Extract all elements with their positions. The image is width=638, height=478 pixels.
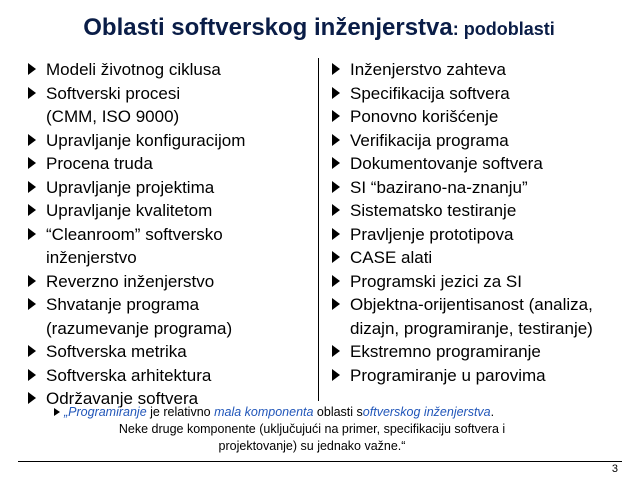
- bullet-arrow-icon: [28, 87, 36, 99]
- bullet-arrow-icon: [332, 134, 340, 146]
- left-item: [26, 270, 310, 294]
- bullet-arrow-icon: [28, 275, 36, 287]
- bullet-arrow-icon: [28, 157, 36, 169]
- right-item: [330, 270, 630, 294]
- bottom-rule: [18, 461, 622, 462]
- right-item-text: CASE alati: [350, 248, 433, 267]
- quote-line-1: [52, 404, 612, 421]
- left-item-text: Shvatanje programa: [46, 295, 200, 314]
- quote-part: „Programiranje: [64, 405, 147, 419]
- left-item-text: Reverzno inženjerstvo: [46, 271, 215, 291]
- slide-title: [0, 14, 638, 42]
- bullet-arrow-icon: [332, 298, 340, 310]
- quote-part: mala komponenta: [214, 405, 314, 419]
- left-item: [26, 340, 310, 364]
- left-item-text: Upravljanje kvalitetom: [46, 201, 213, 220]
- right-item: [330, 340, 630, 364]
- right-item-text: Ekstremno programiranje: [350, 342, 541, 361]
- right-item-text: Dokumentovanje softvera: [350, 154, 543, 173]
- right-item-text: Programski jezici za SI: [350, 271, 522, 291]
- right-item-text: Verifikacija programa: [350, 130, 509, 150]
- page-number: 3: [611, 463, 618, 475]
- left-item-text: Upravljanje projektima: [46, 177, 215, 197]
- quote-line-3: projektovanje) su jednako važne.“: [218, 439, 406, 453]
- quote-part: .: [490, 405, 495, 419]
- right-item: [330, 105, 630, 129]
- left-item: [26, 152, 310, 176]
- right-item: [330, 58, 630, 82]
- right-item: [330, 246, 630, 270]
- left-item-text: Softverski procesi: [46, 83, 181, 103]
- left-item: [26, 223, 310, 270]
- right-item: [330, 152, 630, 176]
- right-column: [330, 58, 630, 387]
- bullet-arrow-icon: [332, 251, 340, 263]
- left-item-text: Softverska arhitektura: [46, 365, 212, 385]
- right-item-text: Ponovno korišćenje: [350, 107, 499, 126]
- bullet-arrow-icon: [28, 228, 36, 240]
- left-item: [26, 176, 310, 200]
- right-item-text: Pravljenje prototipova: [350, 224, 514, 244]
- quote-part: oftverskog inženjerstva: [362, 405, 491, 419]
- quote-block: [52, 404, 612, 455]
- bullet-arrow-icon: [332, 181, 340, 193]
- bullet-arrow-icon: [28, 134, 36, 146]
- bullet-arrow-icon: [332, 345, 340, 357]
- left-item-text: (razumevanje programa): [46, 318, 233, 338]
- bullet-arrow-icon: [332, 204, 340, 216]
- right-item: [330, 364, 630, 388]
- left-item-text: “Cleanroom” softversko: [46, 224, 223, 244]
- left-item: [26, 293, 310, 340]
- right-item-text: dizajn, programiranje, testiranje): [350, 318, 593, 338]
- left-item-text: inženjerstvo: [46, 248, 137, 267]
- title-sub: : podoblasti: [452, 19, 555, 39]
- bullet-arrow-icon: [28, 345, 36, 357]
- left-column: [26, 58, 310, 411]
- bullet-arrow-icon: [28, 204, 36, 216]
- bullet-arrow-icon: [28, 298, 36, 310]
- bullet-arrow-icon: [332, 87, 340, 99]
- left-item-text: Softverska metrika: [46, 342, 187, 361]
- left-item: [26, 129, 310, 153]
- right-item-text: Specifikacija softvera: [350, 83, 510, 103]
- right-item-text: Sistematsko testiranje: [350, 201, 517, 220]
- right-item-text: SI “bazirano-na-znanju”: [350, 177, 528, 197]
- right-item-text: Objektna-orijentisanost (analiza,: [350, 295, 593, 314]
- quote-part: oblasti s: [313, 405, 363, 419]
- left-item: [26, 199, 310, 223]
- right-item: [330, 82, 630, 106]
- left-item-text: Održavanje softvera: [46, 389, 199, 408]
- bullet-arrow-icon: [332, 275, 340, 287]
- bullet-arrow-icon: [28, 181, 36, 193]
- left-item-text: Procena truda: [46, 154, 153, 173]
- left-item-text: Upravljanje konfiguracijom: [46, 130, 246, 150]
- left-item-text: (CMM, ISO 9000): [46, 107, 180, 126]
- right-item: [330, 223, 630, 247]
- left-item: [26, 58, 310, 82]
- quote-line-2: Neke druge komponente (uključujući na primer, specifikaciju softvera i: [118, 422, 506, 436]
- right-item: [330, 176, 630, 200]
- right-item: [330, 293, 630, 340]
- right-item: [330, 199, 630, 223]
- bullet-arrow-icon: [332, 63, 340, 75]
- bullet-arrow-icon: [332, 369, 340, 381]
- bullet-arrow-icon: [28, 392, 36, 404]
- bullet-arrow-icon: [28, 63, 36, 75]
- left-item-text: Modeli životnog ciklusa: [46, 60, 221, 79]
- right-item-text: Inženjerstvo zahteva: [350, 60, 506, 79]
- bullet-arrow-icon: [332, 228, 340, 240]
- bullet-arrow-icon: [332, 110, 340, 122]
- bullet-arrow-icon: [54, 408, 60, 416]
- quote-part: je relativno: [146, 405, 215, 419]
- column-divider: [318, 58, 319, 401]
- bullet-arrow-icon: [28, 369, 36, 381]
- title-main: Oblasti softverskog inženjerstva: [83, 14, 453, 41]
- right-item: [330, 129, 630, 153]
- left-item: [26, 364, 310, 388]
- left-item: [26, 82, 310, 129]
- bullet-arrow-icon: [332, 157, 340, 169]
- right-item-text: Programiranje u parovima: [350, 365, 546, 385]
